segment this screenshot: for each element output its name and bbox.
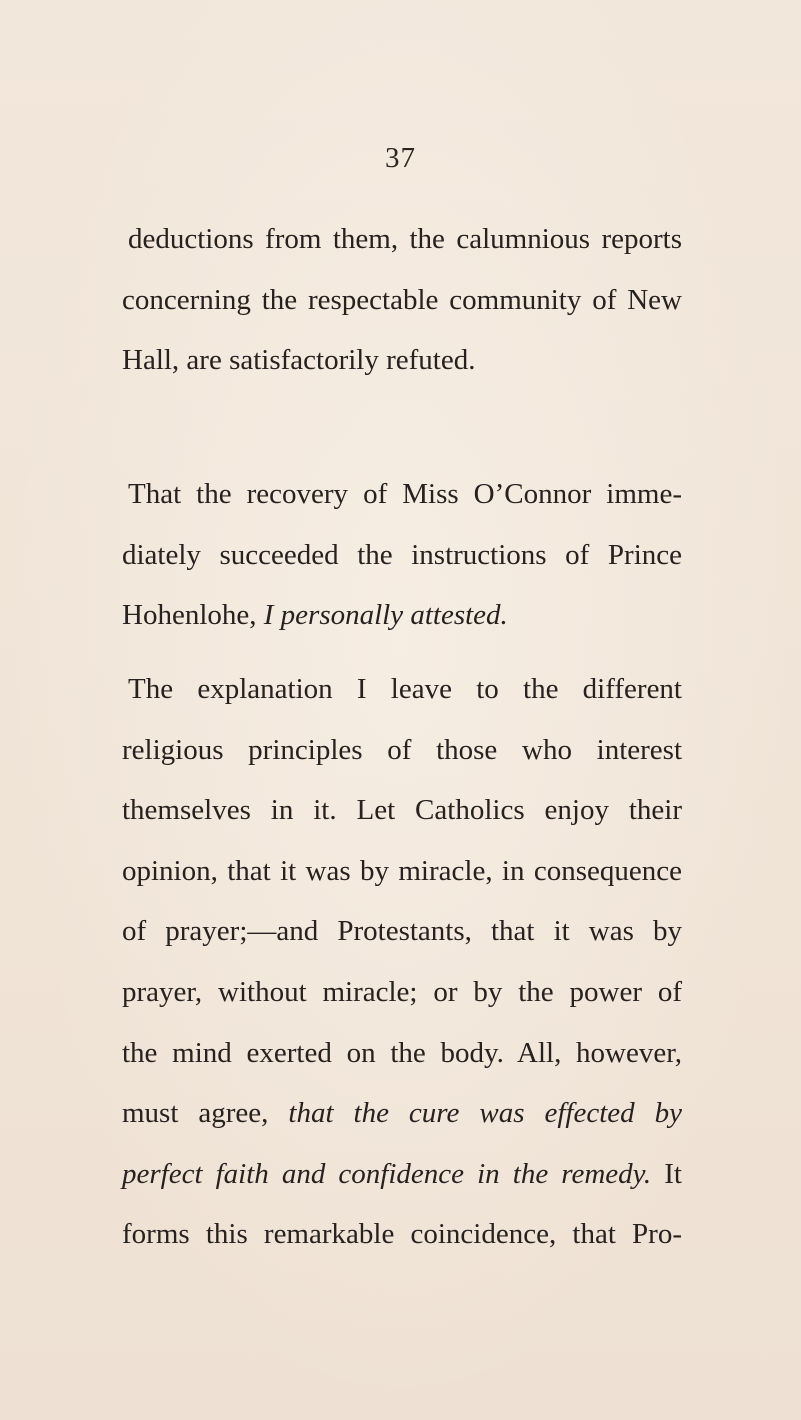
paragraph-explanation bbox=[122, 659, 682, 1265]
text-line bbox=[122, 1023, 682, 1084]
text-line bbox=[122, 841, 682, 902]
page-number: 37 bbox=[385, 142, 416, 174]
text-segment: diately succeeded the instructions of Prince bbox=[122, 538, 682, 571]
text-line bbox=[122, 1144, 682, 1205]
text-line bbox=[122, 659, 682, 720]
text-segment: deductions from them, the calumnious reports bbox=[128, 223, 682, 255]
text-line bbox=[122, 330, 682, 391]
text-line bbox=[122, 1204, 682, 1265]
text-segment: It bbox=[651, 1157, 682, 1190]
text-segment: forms this remarkable coincidence, that Pro- bbox=[122, 1218, 682, 1251]
italic-text: I personally attested. bbox=[263, 599, 508, 632]
text-segment: religious principles of those who interest bbox=[122, 733, 682, 766]
text-segment: must agree, bbox=[122, 1097, 289, 1130]
text-segment: The explanation I leave to the different bbox=[128, 673, 682, 705]
text-segment: the mind exerted on the body. All, however, bbox=[122, 1036, 682, 1069]
italic-text: perfect faith and confidence in the remedy. bbox=[122, 1157, 652, 1190]
text-line bbox=[122, 1083, 682, 1144]
text-segment: opinion, that it was by miracle, in consequence bbox=[122, 854, 682, 887]
text-segment: concerning the respectable community of New bbox=[122, 283, 682, 316]
paragraph-recovery-attested bbox=[122, 464, 682, 646]
text-line bbox=[122, 720, 682, 781]
text-segment: Hall, are satisfactorily refuted. bbox=[122, 344, 476, 377]
text-line bbox=[122, 585, 682, 646]
text-line bbox=[122, 901, 682, 962]
paragraph-refuted-reports bbox=[122, 209, 682, 391]
text-line bbox=[122, 525, 682, 586]
text-line bbox=[122, 464, 682, 525]
text-segment: That the recovery of Miss O’Connor imme- bbox=[128, 478, 682, 510]
text-line bbox=[122, 270, 682, 331]
text-segment: of prayer;—and Protestants, that it was by bbox=[122, 915, 682, 948]
text-segment: themselves in it. Let Catholics enjoy their bbox=[122, 794, 682, 827]
text-segment: prayer, without miracle; or by the power of bbox=[122, 975, 682, 1008]
text-line bbox=[122, 780, 682, 841]
italic-text: that the cure was effected by bbox=[288, 1097, 683, 1130]
text-segment: Hohenlohe, bbox=[122, 599, 264, 632]
text-line bbox=[122, 962, 682, 1023]
text-line bbox=[122, 209, 682, 270]
